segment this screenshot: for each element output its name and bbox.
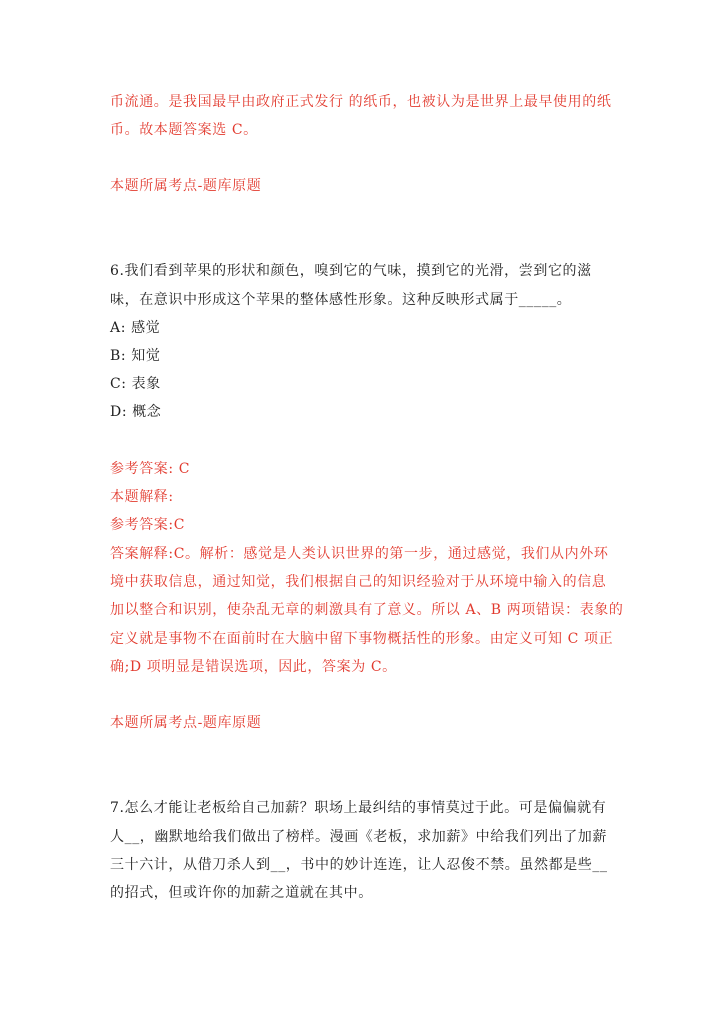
q6-answer-repeat: 参考答案:C [110, 517, 186, 533]
prev-explanation-line-1: 币流通。是我国最早由政府正式发行 的纸币，也被认为是世界上最早使用的纸 [110, 94, 612, 110]
prev-source-note: 本题所属考点-题库原题 [110, 178, 262, 194]
q6-stem-line-1: 6.我们看到苹果的形状和颜色，嗅到它的气味，摸到它的光滑，尝到它的滋 [110, 263, 592, 279]
q6-explain-line-2: 境中获取信息，通过知觉，我们根据自己的知识经验对于从环境中输入的信息 [110, 574, 607, 590]
q6-explain-title: 本题解释: [110, 489, 174, 505]
q6-explain-line-3: 加以整合和识别，使杂乱无章的刺激具有了意义。所以 A、B 两项错误：表象的 [110, 602, 624, 618]
q7-stem-line-4: 的招式，但或许你的加薪之道就在其中。 [110, 885, 373, 901]
q6-stem-line-2: 味，在意识中形成这个苹果的整体感性形象。这种反映形式属于_____。 [110, 292, 572, 308]
prev-explanation-line-2: 币。故本题答案选 C。 [110, 122, 258, 138]
q6-option-b: B: 知觉 [110, 348, 161, 364]
q7-stem-line-3: 三十六计，从借刀杀人到__，书中的妙计连连，让人忍俊不禁。虽然都是些__ [110, 857, 608, 873]
q7-stem-line-1: 7.怎么才能让老板给自己加薪？职场上最纠结的事情莫过于此。可是偏偏就有 [110, 800, 607, 816]
q6-option-a: A: 感觉 [110, 320, 161, 336]
q6-option-c: C: 表象 [110, 376, 161, 392]
q6-answer: 参考答案: C [110, 461, 191, 477]
q6-source-note: 本题所属考点-题库原题 [110, 715, 262, 731]
q6-explain-line-4: 定义就是事物不在面前时在大脑中留下事物概括性的形象。由定义可知 C 项正 [110, 631, 614, 647]
q7-stem-line-2: 人__，幽默地给我们做出了榜样。漫画《老板，求加薪》中给我们列出了加薪 [110, 829, 607, 845]
q6-explain-line-5: 确;D 项明显是错误选项，因此，答案为 C。 [110, 659, 397, 675]
q6-option-d: D: 概念 [110, 404, 162, 420]
q6-explain-line-1: 答案解释:C。解析：感觉是人类认识世界的第一步，通过感觉，我们从内外环 [110, 546, 609, 562]
